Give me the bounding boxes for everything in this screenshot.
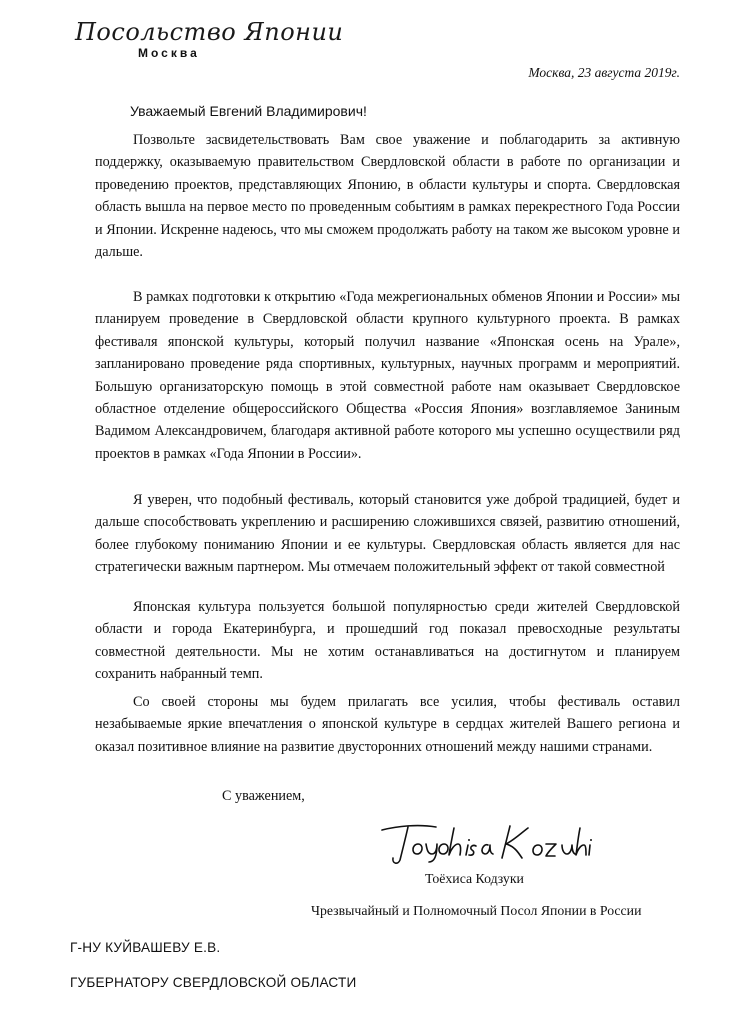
letterhead-title: Посольство Японии [75,18,344,46]
addressee-name: Г-НУ КУЙВАШЕВУ Е.В. [70,940,221,955]
closing: С уважением, [222,788,305,804]
signer-name: Тоёхиса Кодзуки [425,871,524,886]
signer-position: Чрезвычайный и Полномочный Посол Японии в России [311,903,642,918]
letter-date: Москва, 23 августа 2019г. [528,65,680,80]
salutation: Уважаемый Евгений Владимирович! [130,103,367,119]
handwritten-signature [378,818,593,868]
paragraph-1: Позвольте засвидетельствовать Вам свое уважение и поблагодарить за активную поддержку, оказываемую правительством Свердловской области в работе по организации и проведению проектов, представляющих Японию, в области культуры и спорта. Свердловская область вышла на первое место по проведенным событиям в рамках перекрестного Года России и Японии. Искренне надеюсь, что мы сможем продолжать работу на таком же высоком уровне и дальше. [95,132,680,261]
paragraph-4: Японская культура пользуется большой популярностью среди жителей Свердловской области и города Екатеринбурга, и прошедший год показал превосходные результаты совместной деятельности. Мы не хотим останавливаться на достигнутом и планируем сохранить набранный темп. [95,599,680,683]
paragraph-2: В рамках подготовки к открытию «Года межрегиональных обменов Японии и России» мы планируем проведение в Свердловской области крупного культурного проекта. В рамках фестиваля японской культуры, который получил название «Японская осень на Урале», запланировано проведение ряда спортивных, культурных, научных программ и мероприятий. Большую организаторскую помощь в этой совместной работе нам оказывает Свердловское областное отделение общероссийского Общества «Россия Япония» возглавляемое Заниным Вадимом Александровичем, благодаря активной работе которого мы успешно осуществили ряд проектов в рамках «Года Японии в России». [95,289,680,462]
addressee-title: ГУБЕРНАТОРУ СВЕРДЛОВСКОЙ ОБЛАСТИ [70,975,357,990]
paragraph-5: Со своей стороны мы будем прилагать все усилия, чтобы фестиваль оставил незабываемые яркие впечатления о японской культуре в сердцах жителей Вашего региона и оказал позитивное влияние на развитие двусторонних отношений между нашими странами. [95,694,680,755]
letterhead-city: Москва [138,46,200,60]
paragraph-3: Я уверен, что подобный фестиваль, который становится уже доброй традицией, будет и дальше способствовать укреплению и расширению сложившихся связей, развитию отношений, более глубокому пониманию Японии и ее культуры. Свердловская область является для нас стратегически важным партнером. Мы отмечаем положительный эффект от такой совместной [95,492,680,576]
